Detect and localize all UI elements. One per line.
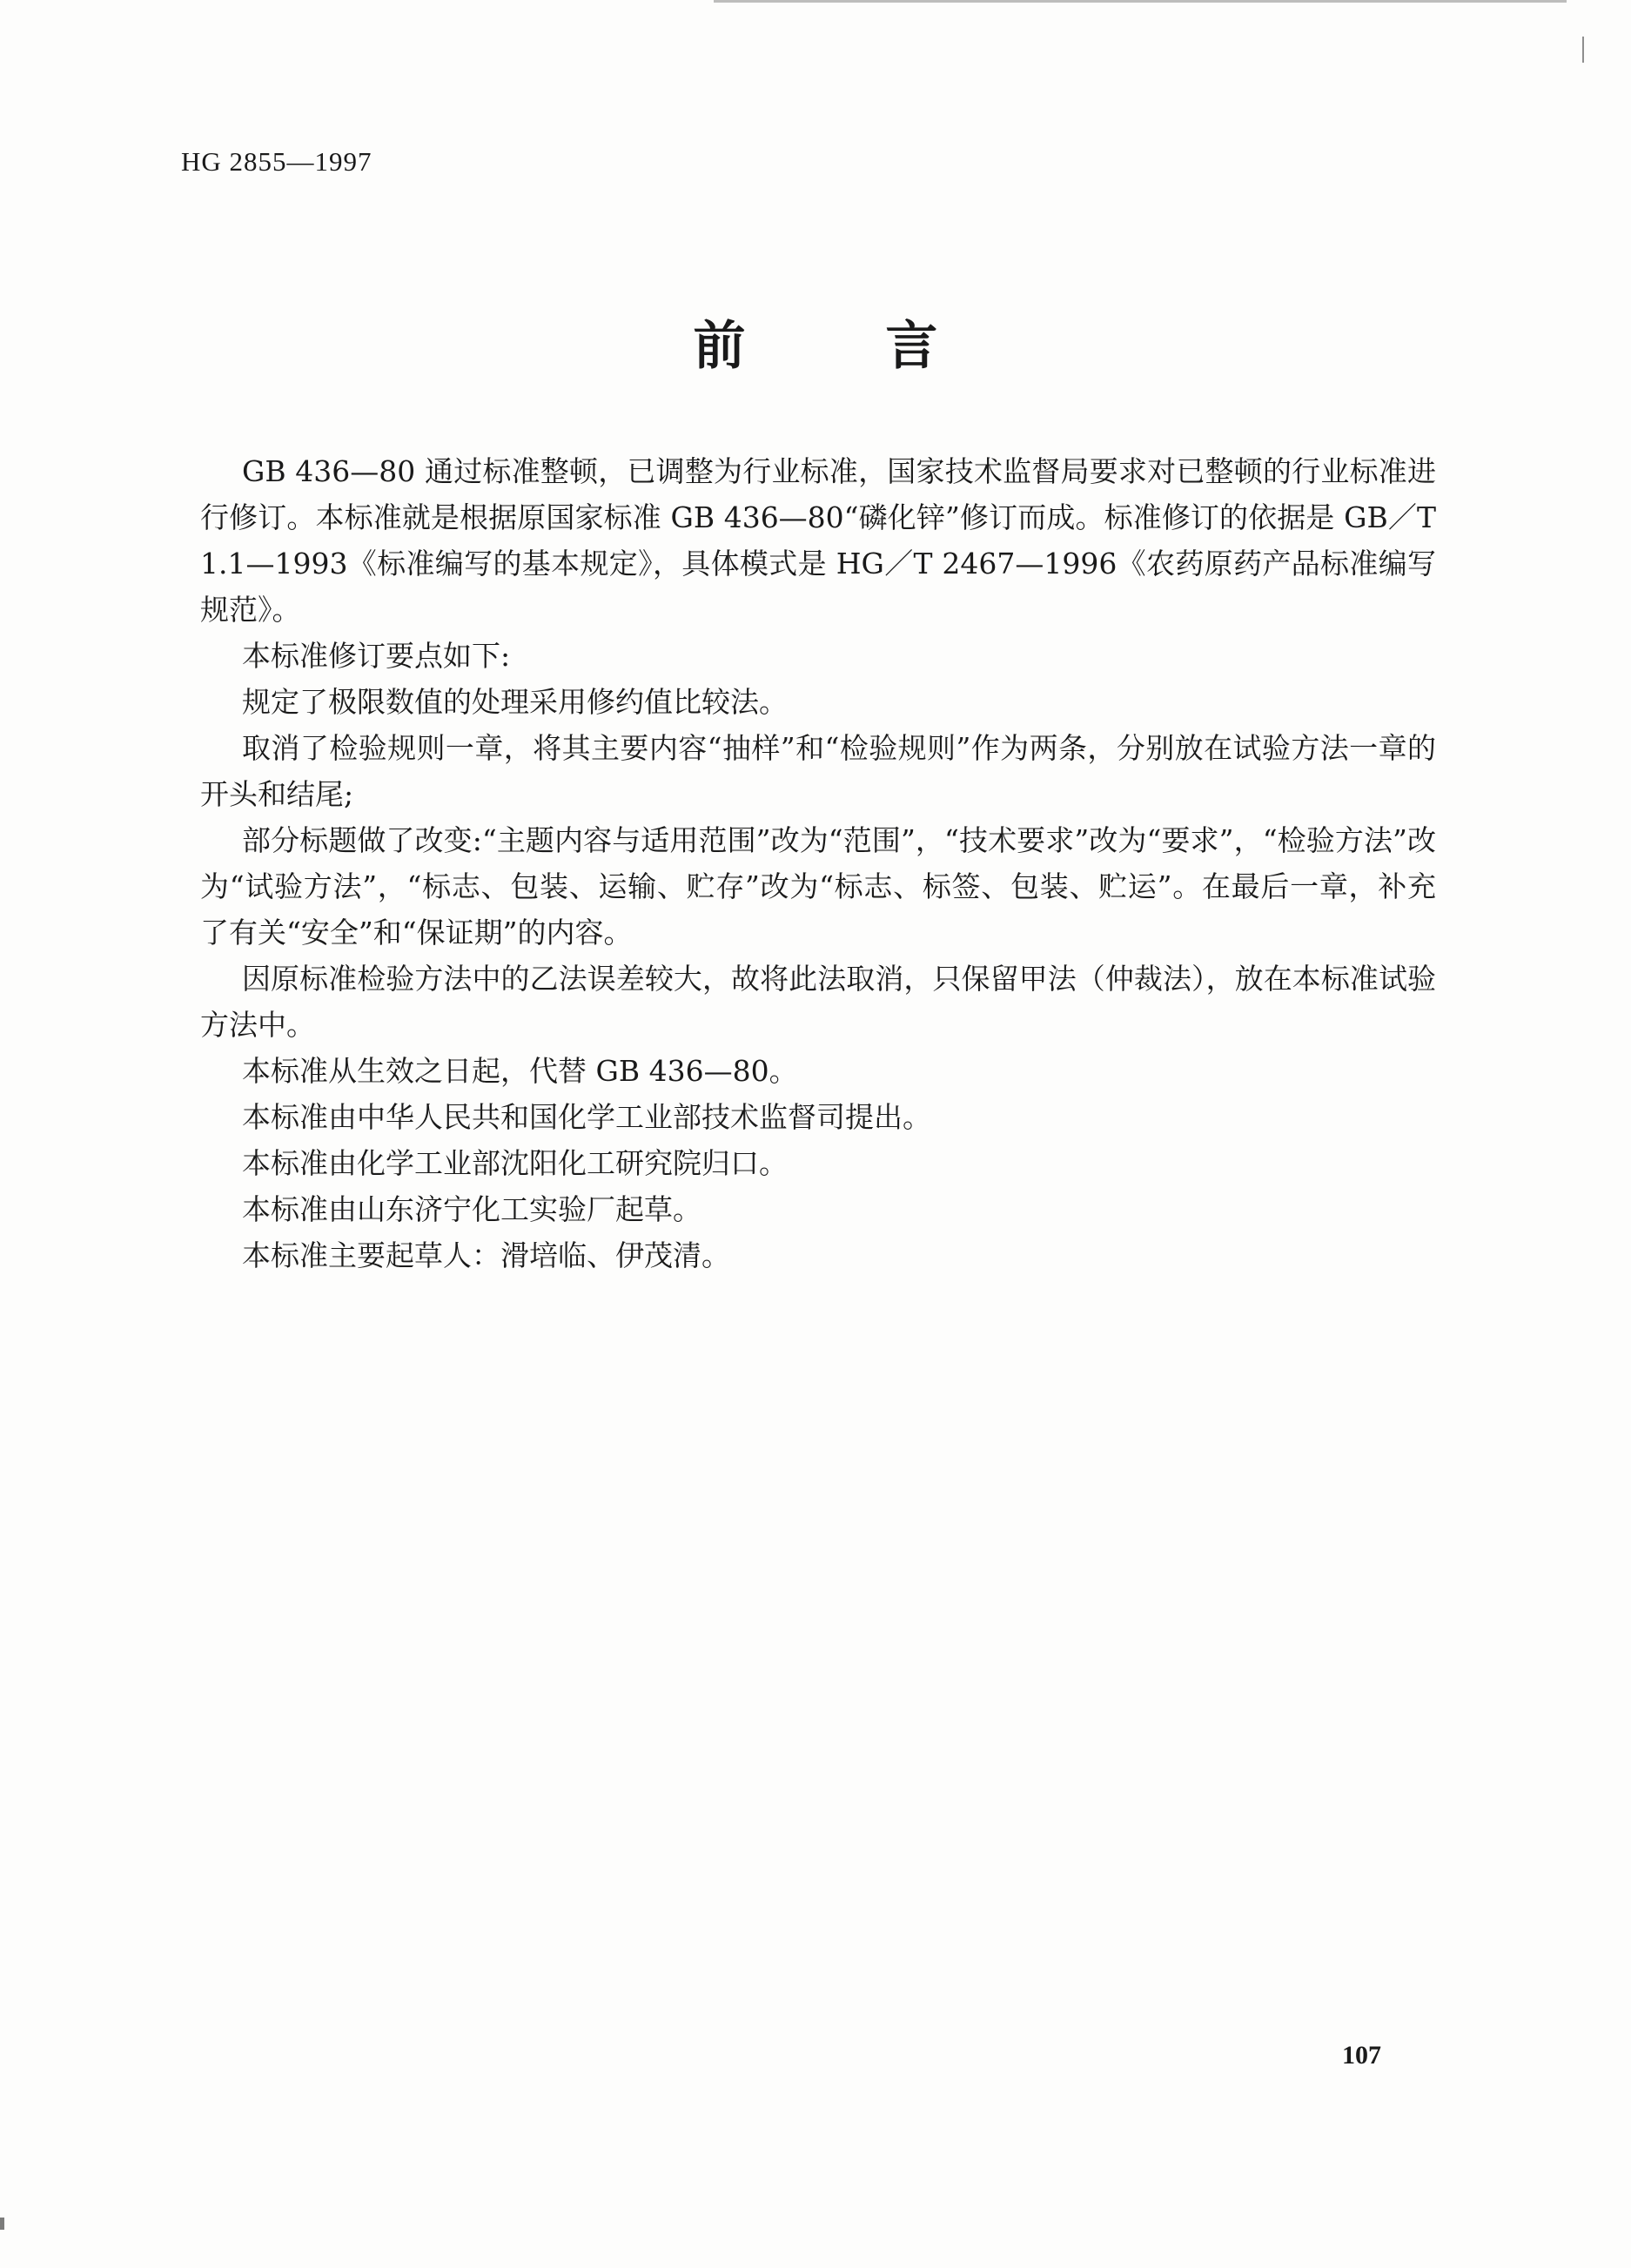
paragraph: 本标准由中华人民共和国化学工业部技术监督司提出。 — [242, 1100, 931, 1134]
paragraph: 部分标题做了改变:“主题内容与适用范围”改为“范围”，“技术要求”改为“要求”，“检验方法”改为“试验方法”，“标志、包装、运输、贮存”改为“标志、标签、包装、贮运”。在最后一章，补充了有关“安全”和“保证期”的内容。 — [200, 823, 1436, 949]
document-code: HG 2855—1997 — [181, 146, 373, 177]
paragraph: 本标准修订要点如下: — [242, 639, 511, 673]
paragraph: 取消了检验规则一章，将其主要内容“抽样”和“检验规则”作为两条，分别放在试验方法一章的开头和结尾; — [200, 731, 1436, 811]
scan-artifact-top — [714, 0, 1567, 3]
paragraph: 规定了极限数值的处理采用修约值比较法。 — [242, 685, 788, 719]
scan-artifact-left — [0, 2218, 4, 2230]
paragraph: 本标准从生效之日起，代替 GB 436—80。 — [242, 1054, 798, 1088]
paragraph: 本标准由化学工业部沈阳化工研究院归口。 — [242, 1146, 788, 1180]
page-title: 前 言 — [693, 316, 999, 377]
paragraph: GB 436—80 通过标准整顿，已调整为行业标准，国家技术监督局要求对已整顿的行业标准进行修订。本标准就是根据原国家标准 GB 436—80“磷化锌”修订而成。标准修订的依据是 GB／T 1.1—1993《标准编写的基本规定》，具体模式是 HG／T 2467—1996《农药原药产品标准编写规范》。 — [200, 454, 1436, 627]
foreword-body — [200, 448, 1436, 1278]
scan-artifact-right — [1582, 37, 1584, 63]
paragraph: 因原标准检验方法中的乙法误差较大，故将此法取消，只保留甲法（仲裁法），放在本标准试验方法中。 — [200, 962, 1436, 1042]
page-number: 107 — [1342, 2041, 1381, 2070]
paragraph: 本标准由山东济宁化工实验厂起草。 — [242, 1192, 701, 1226]
paragraph: 本标准主要起草人：滑培临、伊茂清。 — [242, 1238, 730, 1272]
